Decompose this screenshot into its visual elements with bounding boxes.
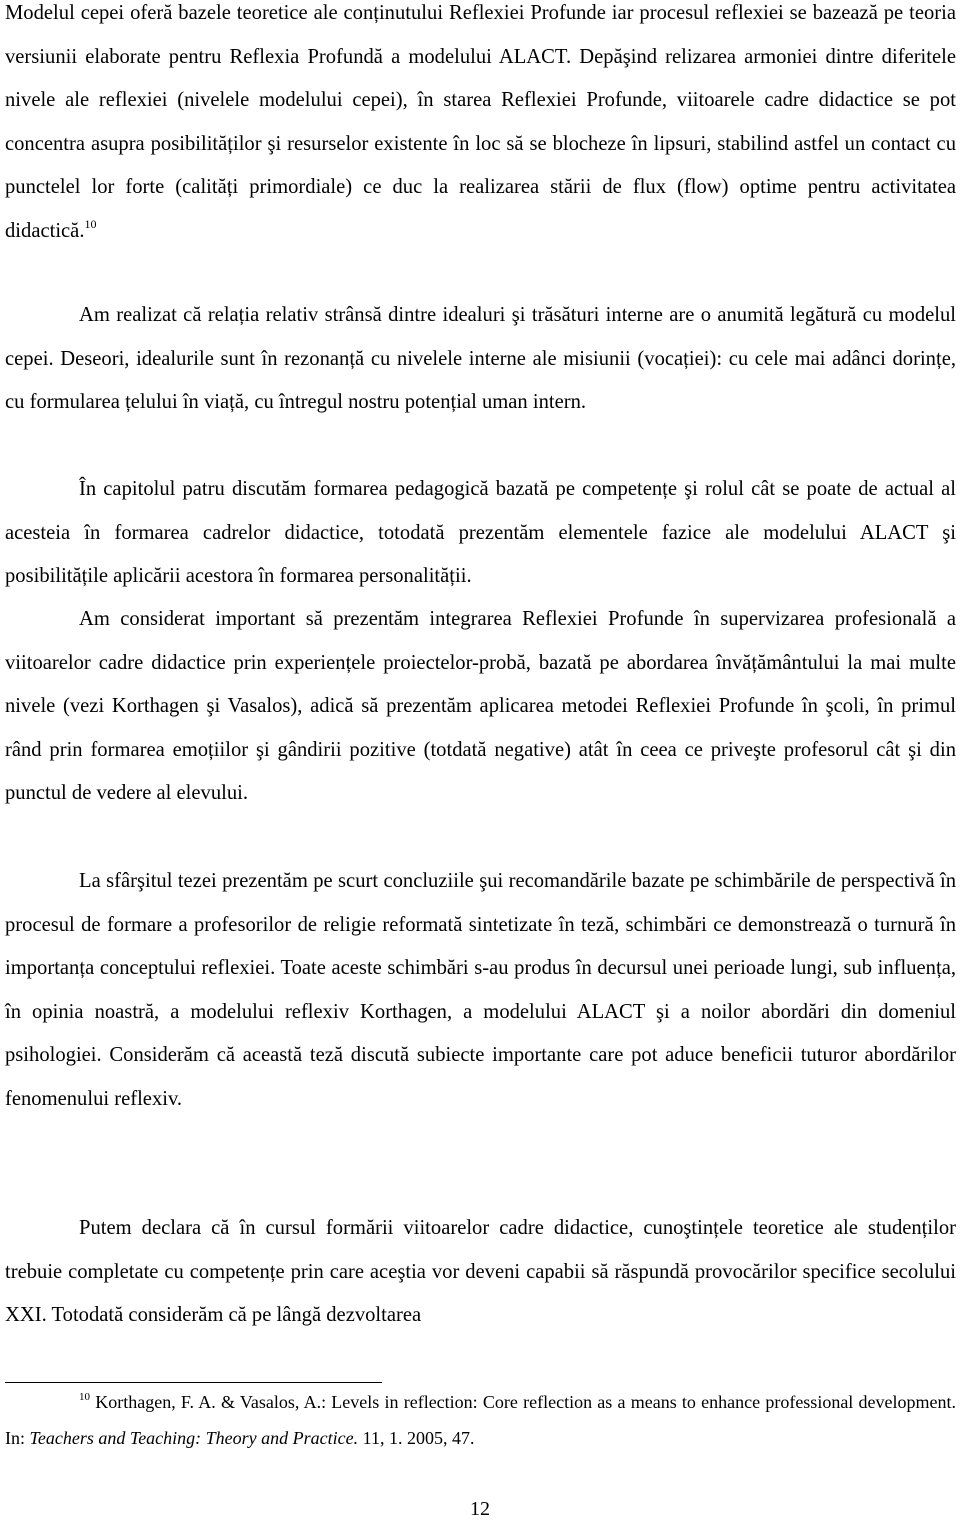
footnote-number: 10 <box>79 1391 90 1403</box>
paragraph-conclusions: La sfârşitul tezei prezentăm pe scurt concluziile şui recomandările bazate pe schimbările de perspectivă în procesul de formare a profesorilor de religie reformată sintetizate în teză, schimbări ce demonstrează o turnură în importanța conceptului reflexiei. Toate aceste schimbări s-au produs în decursul unei perioade lungi, sub influența, în opinia noastră, a modelului reflexiv Korthagen, a modelului ALACT şi a noilor abordări din domeniul psihologiei. Considerăm că această teză discută subiecte importante care pot aduce beneficii tuturor abordărilor fenomenului reflexiv. <box>5 870 956 1110</box>
page-number: 12 <box>470 1498 490 1520</box>
footnote-citation-tail: 11, 1. 2005, 47. <box>358 1428 475 1448</box>
paragraph-supervision: Am considerat important să prezentăm integrarea Reflexiei Profunde în supervizarea profesională a viitoarelor cadre didactice prin experiențele proiectelor-probă, bazată pe abordarea învățământului la mai multe nivele (vezi Korthagen şi Vasalos), adică să prezentăm aplicarea metodei Reflexiei Profunde în şcoli, în primul rând prin formarea emoțiilor şi gândirii pozitive (totdată negative) atât în ceea ce priveşte profesorul cât şi din punctul de vedere al elevului. <box>5 608 956 805</box>
footnote-separator <box>5 1382 382 1383</box>
footnote-title: Teachers and Teaching: Theory and Practice. <box>29 1428 359 1448</box>
paragraph-declaration: Putem declara că în cursul formării viitoarelor cadre didactice, cunoştințele teoretice ale studenților trebuie completate cu competențe prin care aceştia vor deveni capabii să răspundă provocărilor specifice secolului XXI. Totodată considerăm că pe lângă dezvoltarea <box>5 1217 956 1327</box>
paragraph-text: Modelul cepei oferă bazele teoretice ale conținutului Reflexiei Profunde iar procesul reflexiei se bazează pe teoria versiunii elaborate pentru Reflexia Profundă a modelului ALACT. Depăşind relizarea armoniei dintre diferitele nivele ale reflexiei (nivelele modelului cepei), în starea Reflexiei Profunde, viitoarele cadre didactice se pot concentra asupra posibilităților şi resurselor existente în loc să se blocheze în lipsuri, stabilind astfel un contact cu punctelel lor forte (calități primordiale) ce duc la realizarea stării de flux (flow) optime pentru activitatea didactică. <box>5 2 956 242</box>
footnote <box>5 1384 956 1456</box>
footnote-text: Korthagen, F. A. & Vasalos, A.: Levels in reflection: Core reflection as a means to enhance professional development. In: <box>5 1392 956 1448</box>
footnote-reference[interactable]: 10 <box>84 216 97 231</box>
paragraph-ideals: Am realizat că relația relativ strânsă dintre idealuri şi trăsături interne are o anumită legătură cu modelul cepei. Deseori, idealurile sunt în rezonanță cu nivelele interne ale misiunii (vocației): cu cele mai adânci dorințe, cu formularea țelului în viață, cu întregul nostru potențial uman intern. <box>5 304 956 414</box>
paragraph-chapter-four: În capitolul patru discutăm formarea pedagogică bazată pe competențe şi rolul cât se poate de actual al acesteia în formarea cadrelor didactice, totodată prezentăm elementele fazice ale modelului ALACT şi posibilitățile aplicării acestora în formarea personalității. <box>5 478 956 588</box>
paragraph-onion-model <box>5 0 956 254</box>
